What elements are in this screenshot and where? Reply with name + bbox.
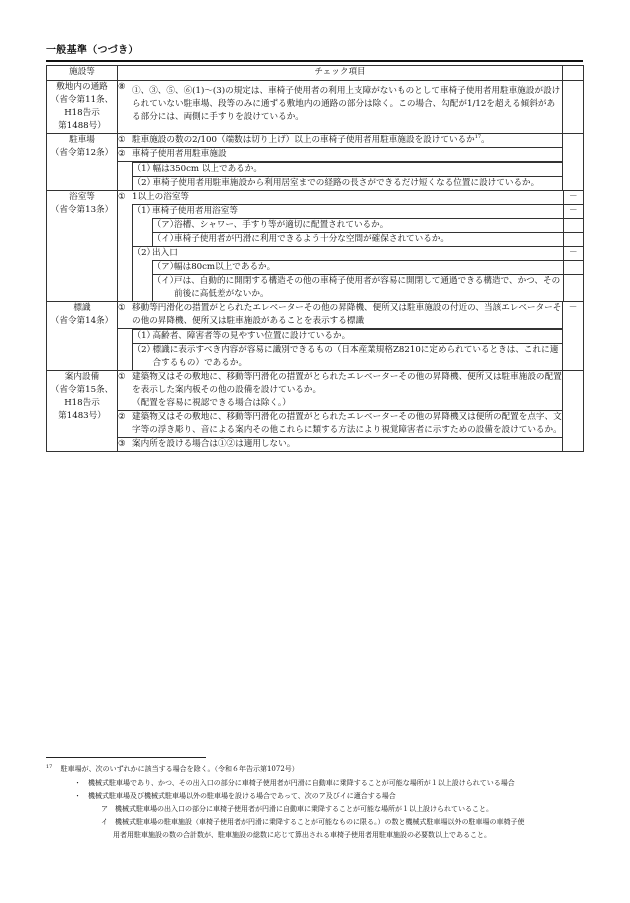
title-rule <box>46 60 583 62</box>
item-number: ① <box>118 372 126 382</box>
check-items-cell <box>118 81 563 134</box>
mark-cell <box>563 81 584 134</box>
item-number: ② <box>118 148 132 162</box>
sub-item-number: （1） <box>132 205 152 219</box>
sub-item-text: 車椅子使用者用浴室等 <box>152 205 563 219</box>
sub-item-text: 高齢者、障害者等の見やすい位置に設けているか。 <box>153 330 563 344</box>
sub-item-number: （2） <box>132 247 152 261</box>
item-number: ③ <box>118 438 132 452</box>
item-note: （配置を容易に視認できる場合は除く。） <box>132 398 291 408</box>
footnote-ref: 17 <box>474 134 482 140</box>
item-number: ① <box>118 135 126 145</box>
mark-value: － <box>563 191 583 205</box>
category-cell: 標識 （省令第14条） <box>47 302 118 371</box>
item-number: ② <box>118 411 132 438</box>
mark-value: － <box>563 205 583 219</box>
item-text: 車椅子使用者用駐車施設 <box>132 148 562 162</box>
footnote-divider <box>46 757 206 758</box>
sub-item-text: 出入口 <box>152 247 563 261</box>
item-text: 駐車施設の数の2/100（端数は切り上げ）以上の車椅子使用者用駐車施設を設けているか$^{17}$。 <box>132 134 490 145</box>
table-row <box>47 302 584 371</box>
footnote-line-2: ・ 機械式駐車場であり、かつ、その出入口の部分に車椅子使用者が円滑に自動車に乗降することが可能な場所が１以上設けられている場合 <box>74 779 515 787</box>
table-header-row <box>47 66 584 81</box>
sub-sub-item-number: （ア） <box>152 261 174 275</box>
mark-cell <box>563 371 584 452</box>
table-row <box>47 371 584 452</box>
item-text: 1以上の浴室等 <box>132 192 190 202</box>
sub-sub-item-text: 戸は、自動的に開閉する構造その他の車椅子使用者が容易に開閉して通過できる構造で、かつ、その前後に高低差がないか。 <box>174 275 563 302</box>
check-items-cell <box>118 134 563 191</box>
category-cell: 浴室等 （省令第13条） <box>47 191 118 302</box>
sub-sub-item-number: （イ） <box>152 275 174 302</box>
section-title: 一般基準（つづき） <box>46 45 139 56</box>
sub-sub-item-number: （ア） <box>152 219 174 233</box>
table-row <box>47 134 584 191</box>
footnote-number: 17 <box>46 764 53 770</box>
footnote-line-5: イ 機械式駐車場の駐車施設（車椅子使用者が円滑に乗降することが可能なものに限る。）の数と機械式駐車場以外の駐車場の車椅子使 <box>101 818 525 826</box>
header-mark <box>563 66 584 81</box>
mark-value: － <box>563 247 583 261</box>
category-cell: 案内設備 （省令第15条、 H18告示 第1483号） <box>47 371 118 452</box>
footnote-line-1: $^{17}$ 駐車場が、次のいずれかに該当する場合を除く。（令和６年告示第1072号） <box>46 764 299 773</box>
item-number: ① <box>118 192 126 202</box>
sub-item-text: 幅は350cm 以上であるか。 <box>153 163 563 177</box>
sub-sub-item-text: 車椅子使用者が円滑に利用できるよう十分な空間が確保されているか。 <box>174 233 563 247</box>
sub-item-number: （1） <box>133 330 153 344</box>
check-items-cell <box>118 302 563 371</box>
mark-cell <box>563 134 584 191</box>
sub-item-number: （1） <box>133 163 153 177</box>
category-cell: 敷地内の通路 （省令第11条、 H18告示 第1488号） <box>47 81 118 134</box>
item-text: 移動等円滑化の措置がとられたエレベーターその他の昇降機、便所又は駐車施設の付近の、当該エレベーターその他の昇降機、便所又は駐車施設があることを表示する標識 <box>132 303 562 326</box>
sub-sub-item-text: 浴槽、シャワー、手すり等が適切に配置されているか。 <box>174 219 563 233</box>
sub-item-text: 標識に表示すべき内容が容易に識別できるもの（日本産業規格Z8210に定められているときは、これに適合するもの）であるか。 <box>153 344 563 371</box>
item-text: 建築物又はその敷地に、移動等円滑化の措置がとられたエレベーターその他の昇降機又は便所の配置を点字、文字等の浮き彫り、音による案内その他これらに類する方法により視覚障害者に示すための設備を設けているか。 <box>132 411 562 438</box>
footnote-line-4: ア 機械式駐車場の出入口の部分に車椅子使用者が円滑に自動車に乗降することが可能な場所が１以上設けられていること。 <box>101 805 493 813</box>
category-cell: 駐車場 （省令第12条） <box>47 134 118 191</box>
sub-item-text: 車椅子使用者用駐車施設から利用居室までの経路の長さができるだけ短くなる位置に設けているか。 <box>153 177 563 191</box>
item-text: 案内所を設ける場合は①②は適用しない。 <box>132 438 562 452</box>
mark-cell <box>563 302 584 371</box>
sub-item-number: （2） <box>132 178 156 188</box>
item-number: ⑧ <box>118 82 126 92</box>
sub-sub-item-text: 幅は80cm以上であるか。 <box>174 261 563 275</box>
item-number: ① <box>118 303 126 313</box>
check-items-cell <box>118 371 563 452</box>
sub-item-number: （2） <box>133 344 153 371</box>
item-text: 建築物又はその敷地に、移動等円滑化の措置がとられたエレベーターその他の昇降機、便所又は駐車施設の配置を表示した案内板その他の設備を設けているか。 （配置を容易に視認できる場合は除く。） <box>132 372 562 408</box>
item-text: ①、③、⑤、⑥(1)～(3)の規定は、車椅子使用者の利用上支障がないものとして車椅子使用者用駐車施設が設けられていない駐車場、段等のみに通ずる敷地内の通路の部分は除く。この場合、勾配が1/12を超える傾斜がある部分には、両側に手すりを設けているか。 <box>132 86 561 122</box>
table-row <box>47 191 584 302</box>
header-facility: 施設等 <box>47 66 118 81</box>
mark-value: － <box>568 303 578 313</box>
footnote-line-6: 用者用駐車施設の数の合計数が、駐車施設の総数に応じて算出される車椅子使用者用駐車施設の必要数以上であること。 <box>113 831 491 839</box>
check-items-cell <box>118 191 584 302</box>
checklist-table <box>46 65 584 452</box>
header-check-item: チェック項目 <box>118 66 563 81</box>
sub-sub-item-number: （イ） <box>152 233 174 247</box>
footnote-line-3: ・ 機械式駐車場及び機械式駐車場以外の駐車場を設ける場合であって、次のア及びイに適合する場合 <box>74 792 396 800</box>
table-row <box>47 81 584 134</box>
